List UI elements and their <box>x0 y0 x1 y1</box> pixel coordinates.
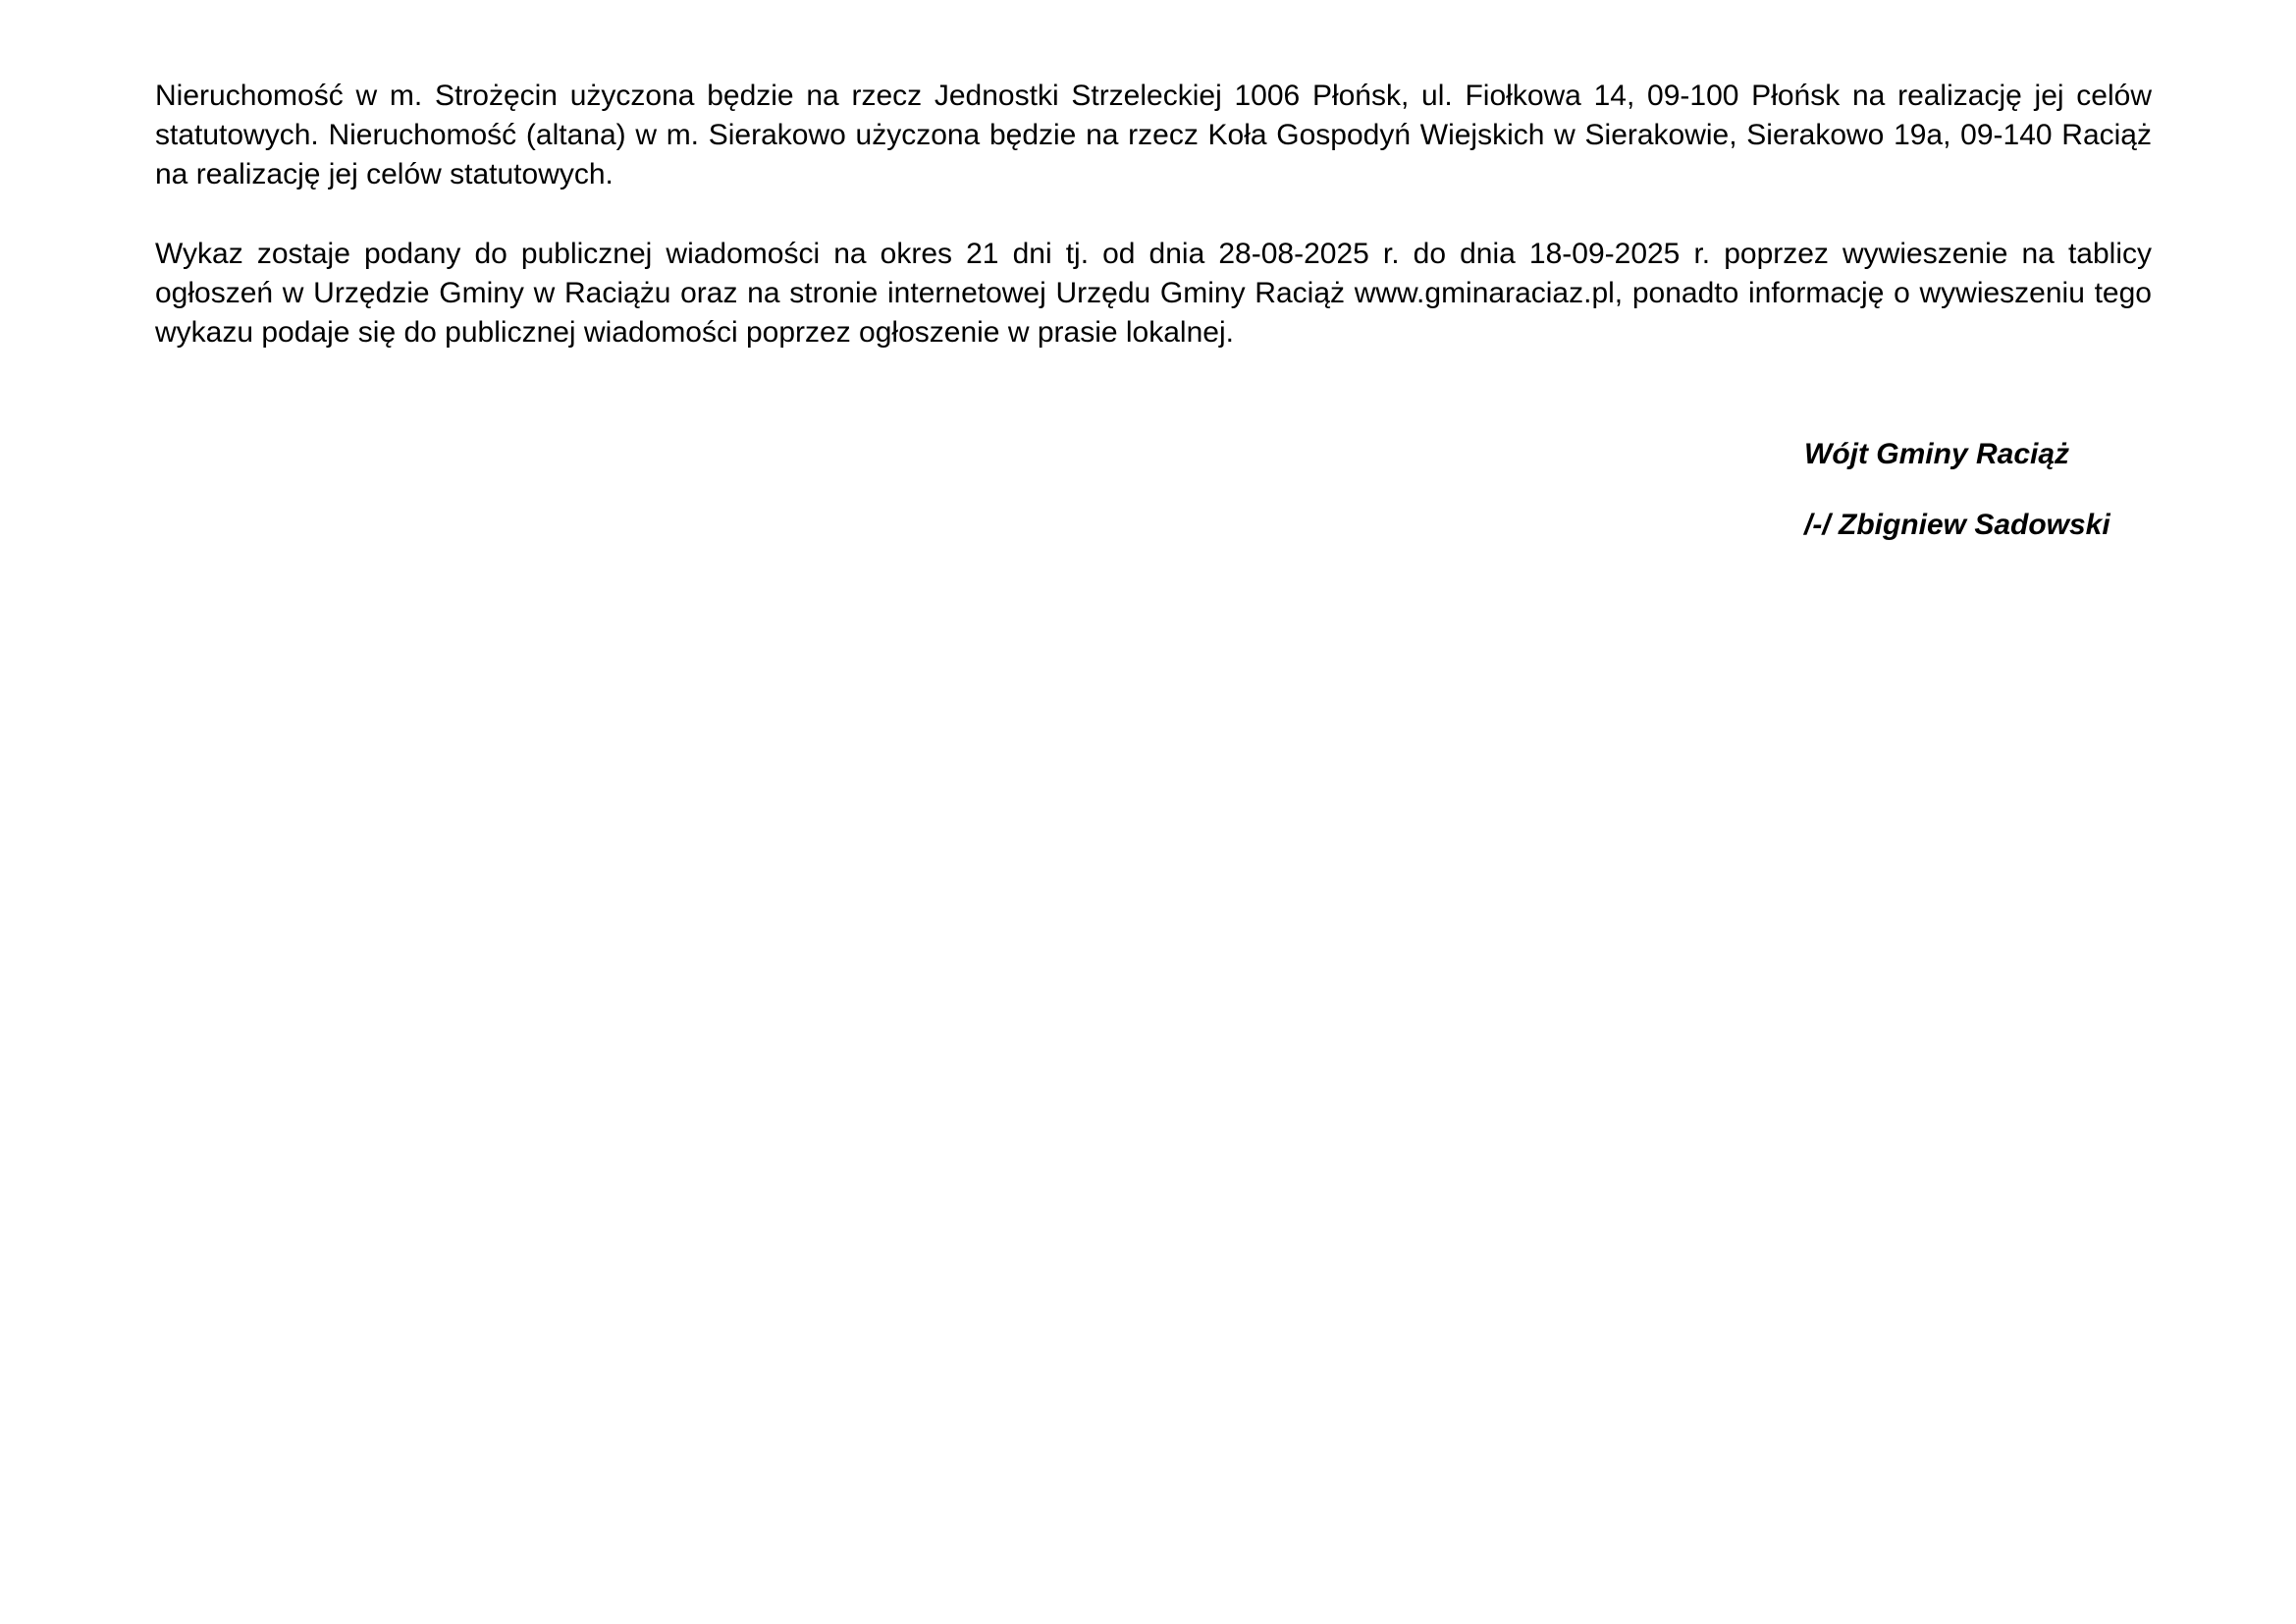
signature-name: /-/ Zbigniew Sadowski <box>1804 509 2110 541</box>
paragraph-property-loan: Nieruchomość w m. Strożęcin użyczona będzie na rzecz Jednostki Strzeleckiej 1006 Płońsk, ul. Fiołkowa 14, 09-100 Płońsk na realizację jej celów statutowych. Nieruchomość (altana) w m. Sierakowo użyczona będzie na rzecz Koła Gospodyń Wiejskich w Sierakowie, Sierakowo 19a, 09-140 Raciąż na realizację jej celów statutowych. <box>155 80 2152 190</box>
signature-title: Wójt Gminy Raciąż <box>1804 438 2070 470</box>
paragraph-publication-notice: Wykaz zostaje podany do publicznej wiadomości na okres 21 dni tj. od dnia 28-08-2025 r. do dnia 18-09-2025 r. poprzez wywieszenie na tablicy ogłoszeń w Urzędzie Gminy w Raciążu oraz na stronie internetowej Urzędu Gminy Raciąż www.gminaraciaz.pl, ponadto informację o wywieszeniu tego wykazu podaje się do publicznej wiadomości poprzez ogłoszenie w prasie lokalnej. <box>155 238 2152 349</box>
